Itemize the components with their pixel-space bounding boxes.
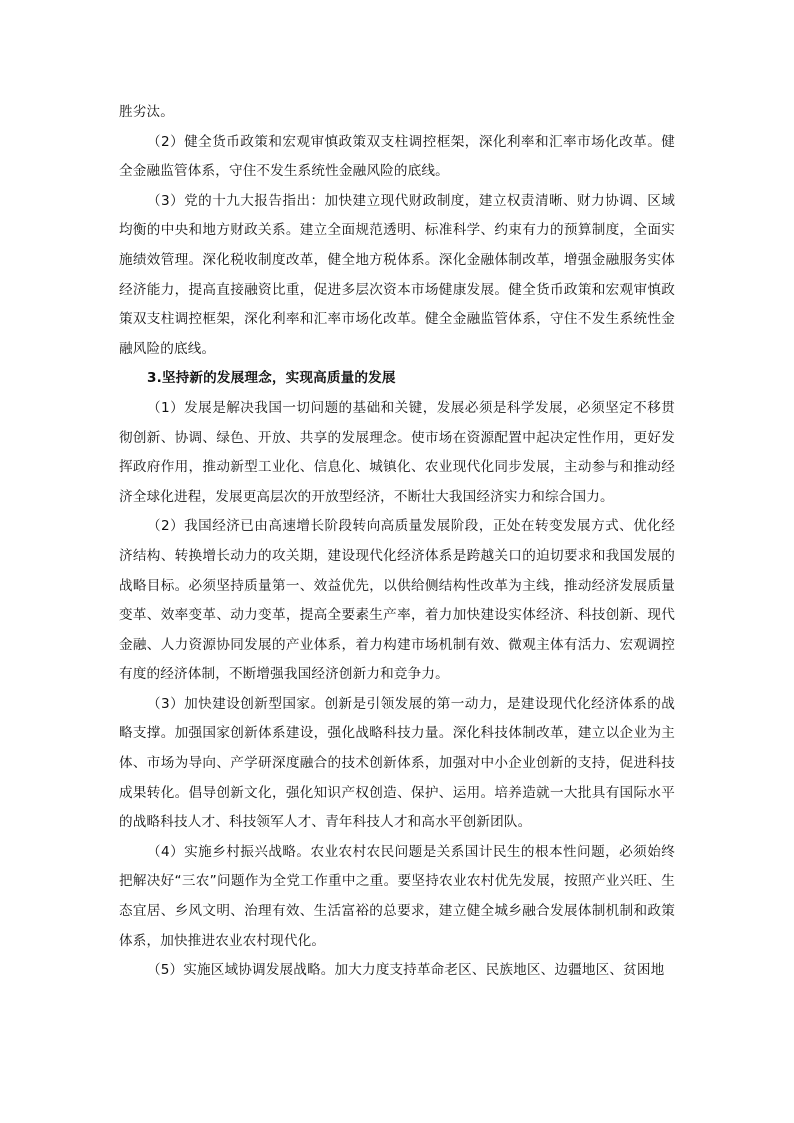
paragraph-fiscal-system: （3）党的十九大报告指出：加快建立现代财政制度，建立权责清晰、财力协调、区域均衡的中央和地方财政关系。建立全面规范透明、标准科学、约束有力的预算制度，全面实施绩效管理。深化税收制度改革，健全地方税体系。深化金融体制改革，增强金融服务实体经济能力，提高直接融资比重，促进多层次资本市场健康发展。健全货币政策和宏观审慎政策双支柱调控框架，深化利率和汇率市场化改革。健全金融监管体系，守住不发生系统性金融风险的底线。	[119, 192, 675, 357]
document-body	[119, 98, 675, 986]
paragraph-development-philosophy: （1）发展是解决我国一切问题的基础和关键，发展必须是科学发展，必须坚定不移贯彻创新、协调、绿色、开放、共享的发展理念。使市场在资源配置中起决定性作用，更好发挥政府作用，推动新型工业化、信息化、城镇化、农业现代化同步发展，主动参与和推动经济全球化进程，发展更高层次的开放型经济，不断壮大我国经济实力和综合国力。	[119, 399, 675, 505]
paragraph-high-quality-development: （2）我国经济已由高速增长阶段转向高质量发展阶段，正处在转变发展方式、优化经济结构、转换增长动力的攻关期，建设现代化经济体系是跨越关口的迫切要求和我国发展的战略目标。必须坚持质量第一、效益优先，以供给侧结构性改革为主线，推动经济发展质量变革、效率变革、动力变革，提高全要素生产率，着力加快建设实体经济、科技创新、现代金融、人力资源协同发展的产业体系，着力构建市场机制有效、微观主体有活力、宏观调控有度的经济体制，不断增强我国经济创新力和竞争力。	[119, 518, 675, 683]
paragraph-continuation: 胜劣汰。	[119, 104, 174, 120]
paragraph-financial-regulation: （2）健全货币政策和宏观审慎政策双支柱调控框架，深化利率和汇率市场化改革。健全金融监管体系，守住不发生系统性金融风险的底线。	[119, 133, 675, 180]
paragraph-rural-revitalization: （4）实施乡村振兴战略。农业农村农民问题是关系国计民生的根本性问题，必须始终把解决好“三农”问题作为全党工作重中之重。要坚持农业农村优先发展，按照产业兴旺、生态宜居、乡风文明、治理有效、生活富裕的总要求，建立健全城乡融合发展体制机制和政策体系，加快推进农业农村现代化。	[119, 843, 675, 949]
section-heading: 3.坚持新的发展理念，实现高质量的发展	[147, 370, 396, 387]
paragraph-innovation: （3）加快建设创新型国家。创新是引领发展的第一动力，是建设现代化经济体系的战略支撑。加强国家创新体系建设，强化战略科技力量。深化科技体制改革，建立以企业为主体、市场为导向、产学研深度融合的技术创新体系，加强对中小企业创新的支持，促进科技成果转化。倡导创新文化，强化知识产权创造、保护、运用。培养造就一大批具有国际水平的战略科技人才、科技领军人才、青年科技人才和高水平创新团队。	[119, 695, 675, 831]
paragraph-regional-development: （5）实施区域协调发展战略。加大力度支持革命老区、民族地区、边疆地区、贫困地	[147, 962, 665, 979]
